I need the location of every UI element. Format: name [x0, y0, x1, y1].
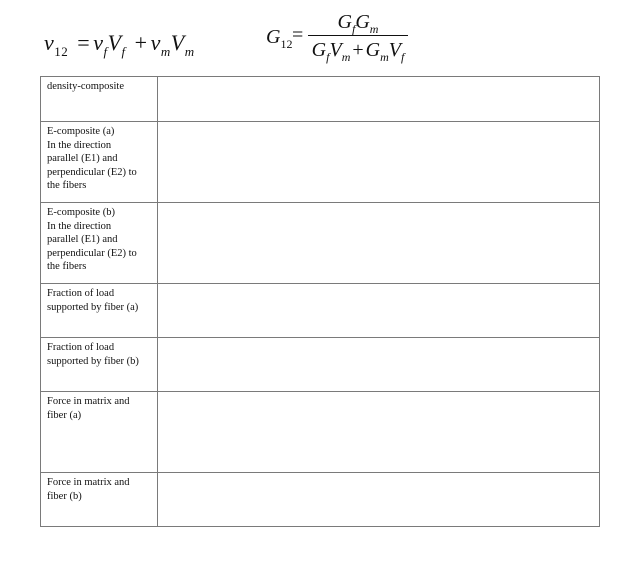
den-gf-subscript: f — [326, 50, 330, 64]
nu-m-subscript: m — [160, 44, 171, 59]
answer-cell-e-composite-b[interactable] — [158, 203, 600, 284]
plus-sign: + — [352, 39, 364, 61]
answer-cell-force-matrix-fiber-a[interactable] — [158, 392, 600, 473]
row-label-fraction-load-a: Fraction of load supported by fiber (a) — [41, 284, 158, 338]
row-label-force-matrix-fiber-a: Force in matrix and fiber (a) — [41, 392, 158, 473]
plus-sign: + — [134, 30, 148, 55]
table-row — [41, 392, 600, 473]
den-vm-symbol: V — [329, 39, 342, 61]
answer-cell-force-matrix-fiber-b[interactable] — [158, 473, 600, 527]
answer-cell-fraction-load-b[interactable] — [158, 338, 600, 392]
row-label-force-matrix-fiber-b: Force in matrix and fiber (b) — [41, 473, 158, 527]
fraction-bar — [308, 35, 408, 36]
vm-symbol: V — [170, 30, 185, 55]
answer-cell-e-composite-a[interactable] — [158, 122, 600, 203]
numerator — [308, 10, 408, 34]
den-vm-subscript: m — [341, 50, 351, 64]
row-label-density: density-composite — [41, 77, 158, 122]
den-gf-symbol: G — [311, 39, 327, 61]
g12-symbol: G — [266, 26, 281, 48]
gf-subscript: f — [351, 22, 356, 36]
den-vf-subscript: f — [400, 50, 405, 64]
vm-subscript: m — [184, 44, 195, 59]
gm-symbol: G — [355, 11, 370, 33]
composite-properties-table — [40, 76, 600, 527]
nu12-subscript: 12 — [54, 44, 69, 59]
vf-symbol: V — [107, 30, 122, 55]
row-label-fraction-load-b: Fraction of load supported by fiber (b) — [41, 338, 158, 392]
table-row — [41, 284, 600, 338]
table-row — [41, 338, 600, 392]
fraction — [308, 10, 408, 62]
answer-cell-fraction-load-a[interactable] — [158, 284, 600, 338]
den-gm-subscript: m — [380, 50, 389, 64]
equals-sign: = — [292, 24, 304, 46]
table-row — [41, 122, 600, 203]
denominator — [308, 38, 408, 62]
g12-subscript: 12 — [280, 37, 293, 51]
answer-cell-density[interactable] — [158, 77, 600, 122]
table-row — [41, 473, 600, 527]
poisson-ratio-formula — [44, 30, 195, 60]
nu-f-symbol: ν — [93, 30, 104, 55]
row-label-e-composite-a: E-composite (a) In the direction parallel (E1) and perpendicular (E2) to the fibers — [41, 122, 158, 203]
gm-subscript: m — [369, 22, 379, 36]
den-vf-symbol: V — [388, 39, 401, 61]
row-label-e-composite-b: E-composite (b) In the direction parallel (E1) and perpendicular (E2) to the fibers — [41, 203, 158, 284]
gf-symbol: G — [337, 11, 352, 33]
table-row — [41, 77, 600, 122]
g12-lhs — [266, 26, 292, 52]
nu-m-symbol: ν — [150, 30, 161, 55]
vf-subscript: f — [121, 44, 126, 59]
table-row — [41, 203, 600, 284]
equals-sign: = — [77, 30, 91, 55]
nu-f-subscript: f — [103, 44, 108, 59]
den-gm-symbol: G — [365, 39, 381, 61]
nu12-symbol: ν — [44, 30, 55, 55]
